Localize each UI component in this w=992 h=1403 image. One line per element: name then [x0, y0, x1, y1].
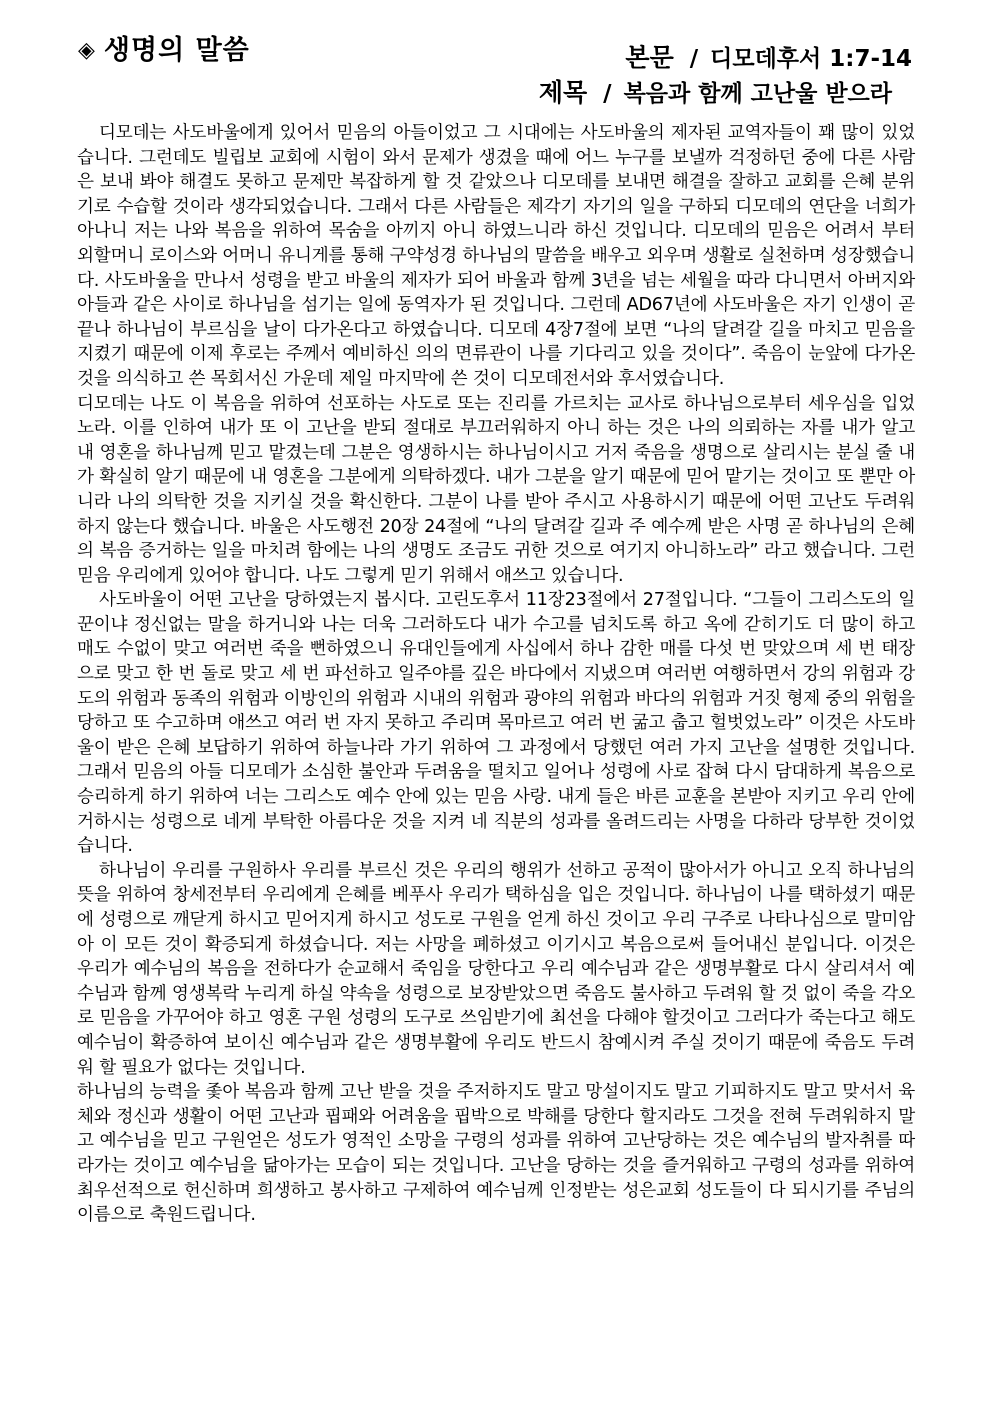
- sermon-body: [77, 121, 915, 1228]
- topic-label: 제목: [538, 78, 588, 107]
- paragraph: 사도바울이 어떤 고난을 당하였는지 봅시다. 고린도후서 11장23절에서 27절입니다. “그들이 그리스도의 일꾼이냐 정신없는 말을 하거니와 나는 더욱 그러하도다 내가 수고를 넘치도록 하고 옥에 갇히기도 더 많이 하고 매도 수없이 맞고 여러번 죽을 뻔하였으니 유대인들에게 사십에서 하나 감한 매를 다섯 번 맞았으며 세 번 태장으로 맞고 한 번 돌로 맞고 세 번 파선하고 일주야를 깊은 바다에서 지냈으며 여러번 여행하면서 강의 위험과 강도의 위험과 동족의 위험과 이방인의 위험과 시내의 위험과 광야의 위험과 바다의 위험과 거짓 형제 중의 위험을 당하고 또 수고하며 애쓰고 여러 번 자지 못하고 주리며 목마르고 여러 번 굶고 춥고 헐벗었노라” 이것은 사도바울이 받은 은혜 보답하기 위하여 하늘나라 가기 위하여 그 과정에서 당했던 여러 가지 고난을 설명한 것입니다. 그래서 믿음의 아들 디모데가 소심한 불안과 두려움을 떨치고 일어나 성령에 사로 잡혀 다시 담대하게 복음으로 승리하게 하기 위하여 너는 그리스도 예수 안에 있는 믿음 사랑. 내게 들은 바른 교훈을 본받아 지키고 우리 안에 거하시는 성령으로 네게 부탁한 아름다운 것을 지켜 네 직분의 성과를 올려드리는 사명을 다하라 당부한 것이었습니다.: [77, 590, 915, 857]
- separator: /: [689, 46, 699, 72]
- paragraph: 하나님이 우리를 구원하사 우리를 부르신 것은 우리의 행위가 선하고 공적이 많아서가 아니고 오직 하나님의 뜻을 위하여 창세전부터 우리에게 은혜를 베푸사 우리가 택하심을 입은 것입니다. 하나님이 나를 택하셨기 때문에 성령으로 깨닫게 하시고 믿어지게 하시고 성도로 구원을 얻게 하신 것이고 우리 구주로 나타나심으로 말미암아 이 모든 것이 확증되게 하셨습니다. 저는 사망을 폐하셨고 이기시고 복음으로써 들어내신 분입니다. 이것은 우리가 예수님의 복음을 전하다가 순교해서 죽임을 당한다고 우리 예수님과 같은 생명부활로 다시 살리셔서 예수님과 함께 영생복락 누리게 하실 약속을 성령으로 보장받았으면 죽음도 불사하고 두려워 할 것 없이 죽을 각오로 믿음을 가꾸어야 하고 영혼 구원 성령의 도구로 쓰임받기에 최선을 다해야 할것이고 그러다가 죽는다고 해도 예수님이 확증하여 보이신 예수님과 같은 생명부활에 우리도 반드시 참예시켜 주실 것이기 때문에 죽음도 두려워 할 필요가 없다는 것입니다.: [77, 860, 915, 1078]
- separator: /: [603, 81, 612, 107]
- text-label: 본문: [625, 43, 674, 72]
- scripture-reference: [625, 38, 912, 74]
- sermon-title: 복음과 함께 고난울 받으라: [623, 81, 892, 107]
- text-reference: 디모데후서 1:7-14: [710, 46, 912, 72]
- page-header: [0, 0, 992, 120]
- paragraph: 하나님의 능력을 좇아 복음과 함께 고난 받을 것을 주저하지도 말고 망설이지도 말고 기피하지도 말고 맞서서 육체와 정신과 생활이 어떤 고난과 핍패와 어려움을 핍박으로 박해를 당한다 할지라도 그것을 전혀 두려워하지 말고 예수님을 믿고 구원얻은 성도가 영적인 소망을 구령의 성과를 위하여 고난당하는 것은 예수님의 발자취를 따라가는 것이고 예수님을 닮아가는 모습이 되는 것입니다. 고난을 당하는 것을 즐거워하고 구령의 성과를 위하여 최우선적으로 헌신하며 희생하고 봉사하고 구제하여 예수님께 인정받는 성은교회 성도들이 다 되시기를 주님의 이름으로 축원드립니다.: [77, 1082, 915, 1226]
- paragraph: 디모데는 나도 이 복음을 위하여 선포하는 사도로 또는 진리를 가르치는 교사로 하나님으로부터 세우심을 입었노라. 이를 인하여 내가 또 이 고난을 받되 절대로 부끄러워하지 아니 하는 것은 나의 의뢰하는 자를 내가 알고 내 영혼을 하나님께 믿고 맡겼는데 그분은 영생하시는 하나님이시고 거저 죽음을 생명으로 살리시는 분실 줄 내가 확실히 알기 때문에 내 영혼을 그분에게 의탁하겠다. 내가 그분을 알기 때문에 믿어 맡기는 것이고 또 뿐만 아니라 나의 의탁한 것을 지키실 것을 확신한다. 그분이 나를 받아 주시고 사용하시기 때문에 어떤 고난도 두려워하지 않는다 했습니다. 바울은 사도행전 20장 24절에 “나의 달려갈 길과 주 예수께 받은 사명 곧 하나님의 은혜의 복음 증거하는 일을 마치려 함에는 나의 생명도 조금도 귀한 것으로 여기지 아니하노라” 라고 했습니다. 그런 믿음 우리에게 있어야 합니다. 나도 그렇게 믿기 위해서 애쓰고 있습니다.: [77, 393, 915, 586]
- section-title: 생명의 말씀: [103, 35, 250, 66]
- paragraph: 디모데는 사도바울에게 있어서 믿음의 아들이었고 그 시대에는 사도바울의 제자된 교역자들이 꽤 많이 있었습니다. 그런데도 빌립보 교회에 시험이 와서 문제가 생겼을 때에 어느 누구를 보낼까 걱정하던 중에 다른 사람은 보내 봐야 해결도 못하고 문제만 복잡하게 할 것 같았으나 디모데를 보내면 해결을 잘하고 교회를 은혜 분위기로 수습할 것이라 생각되었습니다. 그래서 다른 사람들은 제각기 자기의 일을 구하되 디모데의 연단을 너희가 아나니 저는 나와 복음을 위하여 목숨을 아끼지 아니 하였느니라 하신 것입니다. 디모데의 믿음은 어려서 부터 외할머니 로이스와 어머니 유니게를 통해 구약성경 하나님의 말씀을 배우고 외우며 생활로 실천하며 성장했습니다. 사도바울을 만나서 성령을 받고 바울의 제자가 되어 바울과 함께 3년을 넘는 세월을 따라 다니면서 아버지와 아들과 같은 사이로 하나님을 섬기는 일에 동역자가 된 것입니다. 그런데 AD67년에 사도바울은 자기 인생이 곧 끝나 하나님이 부르심을 날이 다가온다고 하였습니다. 디모데 4장7절에 보면 “나의 달려갈 길을 마치고 믿음을 지켰기 때문에 이제 후로는 주께서 예비하신 의의 면류관이 나를 기다리고 있을 것이다”. 죽음이 눈앞에 다가온 것을 의식하고 쓴 목회서신 가운데 제일 마지막에 쓴 것이 디모데전서와 후서였습니다.: [77, 123, 915, 389]
- sermon-title-line: [539, 73, 892, 109]
- section-heading: [78, 28, 250, 67]
- diamond-bullet-icon: ◈: [78, 38, 96, 63]
